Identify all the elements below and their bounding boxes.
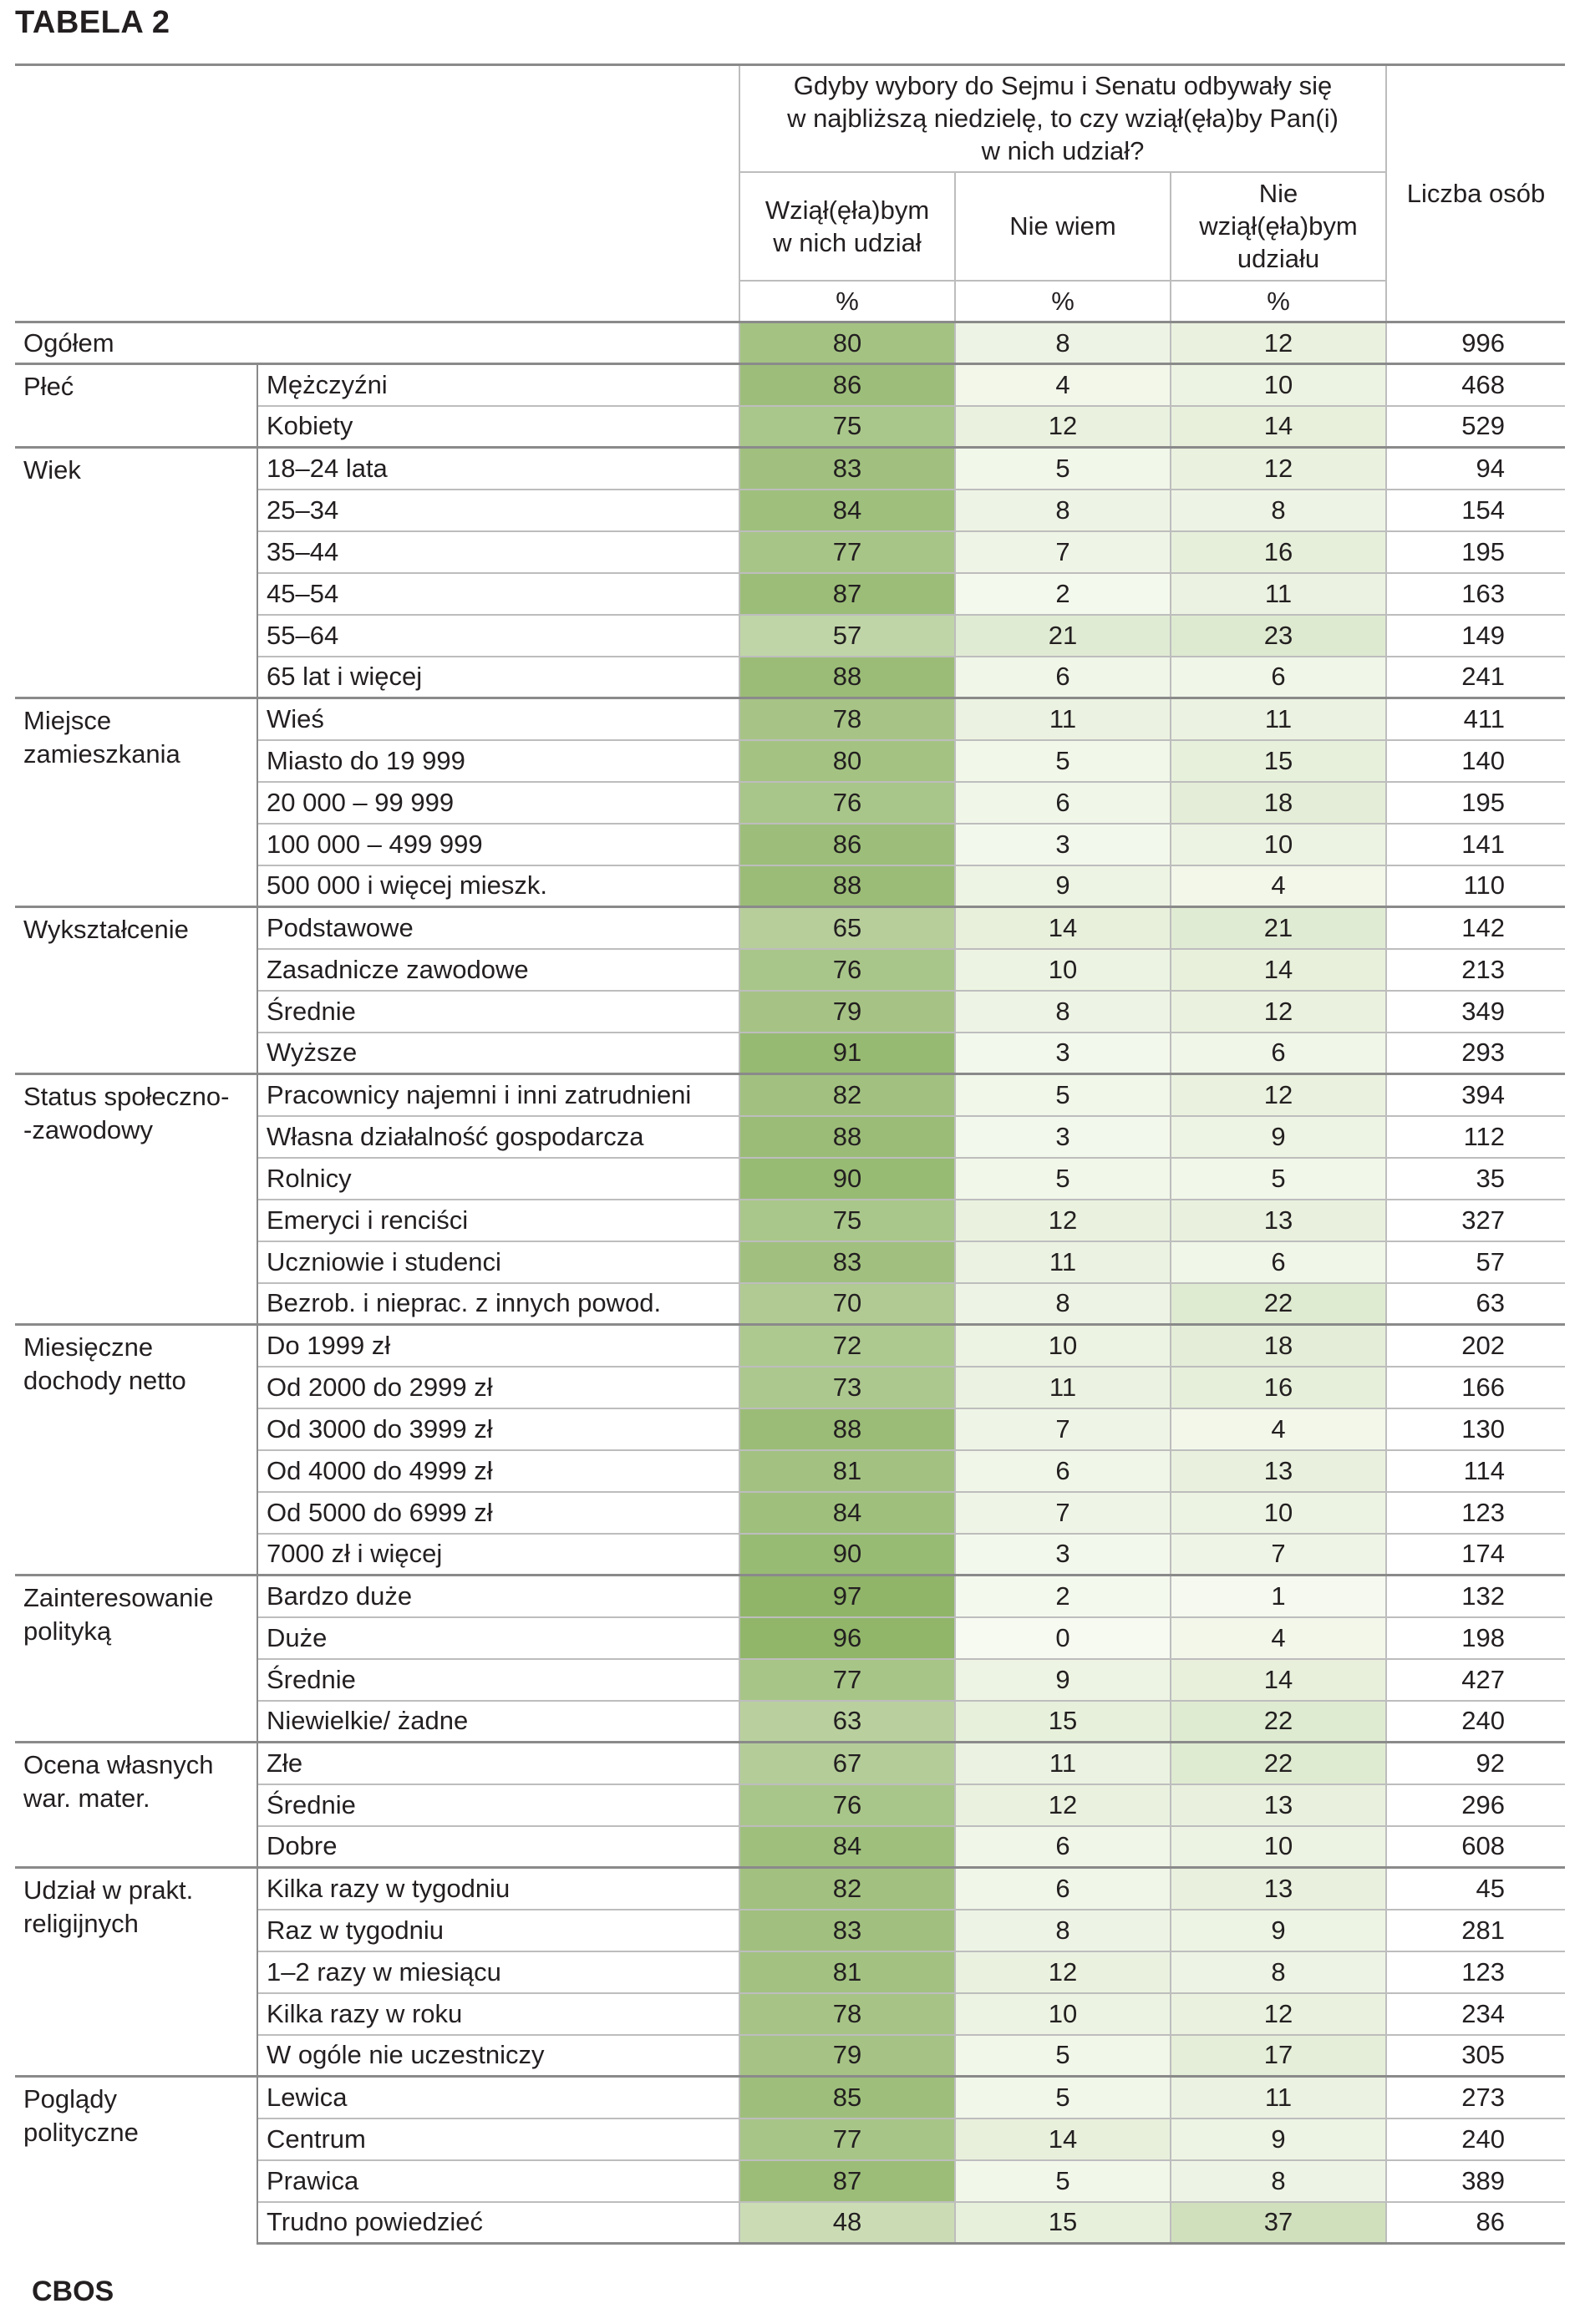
value-dont-know: 0 [955, 1617, 1171, 1659]
value-take-part: 79 [739, 2035, 955, 2077]
value-dont-know: 8 [955, 322, 1171, 364]
value-dont-know: 3 [955, 824, 1171, 865]
value-dont-know: 6 [955, 1826, 1171, 1868]
row-label: Miasto do 19 999 [257, 740, 739, 782]
row-label: Uczniowie i studenci [257, 1241, 739, 1283]
row-label: W ogóle nie uczestniczy [257, 2035, 739, 2077]
question-line: Gdyby wybory do Sejmu i Senatu odbywały się [793, 71, 1333, 101]
value-count: 195 [1386, 531, 1565, 573]
group-label-text: Miejsce [23, 706, 112, 735]
value-take-part: 82 [739, 1074, 955, 1116]
value-not-take-part: 12 [1171, 1074, 1386, 1116]
value-not-take-part: 1 [1171, 1576, 1386, 1617]
row-label: 7000 zł i więcej [257, 1534, 739, 1576]
value-dont-know: 3 [955, 1116, 1171, 1158]
value-dont-know: 5 [955, 2160, 1171, 2202]
value-take-part: 77 [739, 1659, 955, 1701]
row-label: Średnie [257, 991, 739, 1033]
value-count: 349 [1386, 991, 1565, 1033]
group-label-text: Zainteresowanie [23, 1583, 214, 1612]
value-not-take-part: 12 [1171, 322, 1386, 364]
value-not-take-part: 9 [1171, 2118, 1386, 2160]
group-label [15, 1743, 257, 1868]
value-take-part: 77 [739, 2118, 955, 2160]
group-label [15, 1325, 257, 1576]
value-count: 281 [1386, 1910, 1565, 1951]
unit-label: % [739, 281, 955, 322]
row-label: 500 000 i więcej mieszk. [257, 865, 739, 907]
row-label: Mężczyźni [257, 364, 739, 406]
value-count: 57 [1386, 1241, 1565, 1283]
value-take-part: 82 [739, 1868, 955, 1910]
value-count: 142 [1386, 907, 1565, 949]
group-label-text: polityczne [23, 2118, 139, 2147]
value-dont-know: 12 [955, 1951, 1171, 1993]
value-count: 608 [1386, 1826, 1565, 1868]
value-not-take-part: 14 [1171, 949, 1386, 991]
value-count: 240 [1386, 2118, 1565, 2160]
value-take-part: 83 [739, 1241, 955, 1283]
value-not-take-part: 17 [1171, 2035, 1386, 2077]
value-take-part: 90 [739, 1158, 955, 1200]
value-count: 389 [1386, 2160, 1565, 2202]
value-take-part: 73 [739, 1367, 955, 1408]
value-take-part: 88 [739, 1116, 955, 1158]
value-dont-know: 11 [955, 1241, 1171, 1283]
value-take-part: 76 [739, 949, 955, 991]
row-label: Trudno powiedzieć [257, 2202, 739, 2244]
value-not-take-part: 10 [1171, 1826, 1386, 1868]
table-row [15, 1325, 1565, 1367]
column-header-line: udziału [1237, 244, 1320, 273]
value-take-part: 88 [739, 1408, 955, 1450]
value-not-take-part: 7 [1171, 1534, 1386, 1576]
value-count: 94 [1386, 448, 1565, 490]
value-take-part: 48 [739, 2202, 955, 2244]
survey-table [15, 63, 1565, 2245]
value-not-take-part: 13 [1171, 1450, 1386, 1492]
row-label: Emeryci i renciści [257, 1200, 739, 1241]
row-label: Kobiety [257, 406, 739, 448]
value-count: 35 [1386, 1158, 1565, 1200]
value-count: 141 [1386, 824, 1565, 865]
value-dont-know: 5 [955, 448, 1171, 490]
value-dont-know: 8 [955, 490, 1171, 531]
row-label: 1–2 razy w miesiącu [257, 1951, 739, 1993]
group-label [15, 448, 257, 698]
value-take-part: 75 [739, 1200, 955, 1241]
value-not-take-part: 21 [1171, 907, 1386, 949]
group-label-text: -zawodowy [23, 1115, 154, 1144]
value-take-part: 78 [739, 698, 955, 740]
value-dont-know: 7 [955, 531, 1171, 573]
value-take-part: 88 [739, 865, 955, 907]
source-footer: CBOS [32, 2276, 114, 2307]
value-not-take-part: 5 [1171, 1158, 1386, 1200]
value-count: 305 [1386, 2035, 1565, 2077]
table-row [15, 448, 1565, 490]
value-dont-know: 2 [955, 1576, 1171, 1617]
row-label: Dobre [257, 1826, 739, 1868]
value-count: 123 [1386, 1951, 1565, 1993]
group-label [15, 907, 257, 1074]
value-dont-know: 2 [955, 573, 1171, 615]
group-label-text: Miesięczne [23, 1332, 154, 1362]
unit-label: % [955, 281, 1171, 322]
row-label: Kilka razy w tygodniu [257, 1868, 739, 1910]
value-not-take-part: 18 [1171, 782, 1386, 824]
value-not-take-part: 22 [1171, 1701, 1386, 1743]
header-blank [15, 65, 739, 322]
value-dont-know: 7 [955, 1492, 1171, 1534]
value-dont-know: 3 [955, 1534, 1171, 1576]
value-not-take-part: 12 [1171, 1993, 1386, 2035]
value-count: 240 [1386, 1701, 1565, 1743]
row-label: Złe [257, 1743, 739, 1784]
value-dont-know: 14 [955, 2118, 1171, 2160]
column-header-line: Wziął(ęła)bym [765, 195, 930, 225]
value-dont-know: 15 [955, 1701, 1171, 1743]
value-not-take-part: 6 [1171, 1241, 1386, 1283]
value-take-part: 90 [739, 1534, 955, 1576]
value-dont-know: 9 [955, 1659, 1171, 1701]
value-not-take-part: 9 [1171, 1116, 1386, 1158]
value-take-part: 83 [739, 448, 955, 490]
value-take-part: 91 [739, 1033, 955, 1074]
group-label [15, 698, 257, 907]
row-label: 35–44 [257, 531, 739, 573]
group-label-text: religijnych [23, 1909, 139, 1938]
value-take-part: 72 [739, 1325, 955, 1367]
value-count: 132 [1386, 1576, 1565, 1617]
value-not-take-part: 12 [1171, 448, 1386, 490]
value-count: 273 [1386, 2077, 1565, 2118]
value-count: 166 [1386, 1367, 1565, 1408]
value-not-take-part: 10 [1171, 1492, 1386, 1534]
value-dont-know: 5 [955, 1074, 1171, 1116]
value-dont-know: 12 [955, 1784, 1171, 1826]
value-take-part: 80 [739, 322, 955, 364]
group-label [15, 1074, 257, 1325]
value-dont-know: 14 [955, 907, 1171, 949]
value-count: 427 [1386, 1659, 1565, 1701]
value-dont-know: 8 [955, 1910, 1171, 1951]
row-label: Wieś [257, 698, 739, 740]
row-label: Od 5000 do 6999 zł [257, 1492, 739, 1534]
count-header-label: Liczba osób [1406, 179, 1546, 208]
value-dont-know: 5 [955, 2035, 1171, 2077]
value-count: 234 [1386, 1993, 1565, 2035]
value-dont-know: 6 [955, 1868, 1171, 1910]
value-take-part: 85 [739, 2077, 955, 2118]
column-header-0 [739, 172, 955, 281]
row-label: Wyższe [257, 1033, 739, 1074]
row-label: 20 000 – 99 999 [257, 782, 739, 824]
row-label: Kilka razy w roku [257, 1993, 739, 2035]
value-dont-know: 11 [955, 698, 1171, 740]
column-header-1 [955, 172, 1171, 281]
value-take-part: 84 [739, 1492, 955, 1534]
table-row [15, 1868, 1565, 1910]
value-take-part: 86 [739, 364, 955, 406]
value-count: 86 [1386, 2202, 1565, 2244]
row-label: Bardzo duże [257, 1576, 739, 1617]
value-not-take-part: 23 [1171, 615, 1386, 657]
value-dont-know: 3 [955, 1033, 1171, 1074]
group-label-text: polityką [23, 1616, 112, 1646]
value-dont-know: 21 [955, 615, 1171, 657]
value-count: 529 [1386, 406, 1565, 448]
value-count: 202 [1386, 1325, 1565, 1367]
group-label [15, 2077, 257, 2244]
row-label: Średnie [257, 1659, 739, 1701]
row-label: Podstawowe [257, 907, 739, 949]
row-label: 100 000 – 499 999 [257, 824, 739, 865]
value-take-part: 86 [739, 824, 955, 865]
value-not-take-part: 4 [1171, 1617, 1386, 1659]
value-dont-know: 5 [955, 2077, 1171, 2118]
table-row [15, 322, 1565, 364]
row-label: Centrum [257, 2118, 739, 2160]
value-not-take-part: 10 [1171, 364, 1386, 406]
column-header-line: w nich udział [773, 227, 922, 257]
row-label: Do 1999 zł [257, 1325, 739, 1367]
row-label: 25–34 [257, 490, 739, 531]
value-dont-know: 4 [955, 364, 1171, 406]
row-label: Pracownicy najemni i inni zatrudnieni [257, 1074, 739, 1116]
row-label: Od 3000 do 3999 zł [257, 1408, 739, 1450]
value-take-part: 76 [739, 1784, 955, 1826]
row-label: Zasadnicze zawodowe [257, 949, 739, 991]
value-count: 411 [1386, 698, 1565, 740]
row-label: Lewica [257, 2077, 739, 2118]
value-take-part: 77 [739, 531, 955, 573]
value-not-take-part: 15 [1171, 740, 1386, 782]
value-count: 114 [1386, 1450, 1565, 1492]
row-label: 18–24 lata [257, 448, 739, 490]
value-not-take-part: 8 [1171, 1951, 1386, 1993]
table-row [15, 1074, 1565, 1116]
value-take-part: 79 [739, 991, 955, 1033]
count-header [1386, 65, 1565, 322]
value-dont-know: 11 [955, 1743, 1171, 1784]
value-not-take-part: 9 [1171, 1910, 1386, 1951]
value-not-take-part: 18 [1171, 1325, 1386, 1367]
value-take-part: 80 [739, 740, 955, 782]
value-count: 996 [1386, 322, 1565, 364]
value-count: 63 [1386, 1283, 1565, 1325]
value-dont-know: 8 [955, 991, 1171, 1033]
value-take-part: 81 [739, 1450, 955, 1492]
value-take-part: 81 [739, 1951, 955, 1993]
value-dont-know: 12 [955, 406, 1171, 448]
value-take-part: 65 [739, 907, 955, 949]
value-not-take-part: 6 [1171, 1033, 1386, 1074]
row-label: Średnie [257, 1784, 739, 1826]
value-not-take-part: 16 [1171, 531, 1386, 573]
table-row [15, 698, 1565, 740]
value-take-part: 97 [739, 1576, 955, 1617]
value-dont-know: 11 [955, 1367, 1171, 1408]
row-label: Duże [257, 1617, 739, 1659]
group-label [15, 1868, 257, 2077]
question-header [739, 65, 1386, 172]
value-count: 195 [1386, 782, 1565, 824]
value-not-take-part: 11 [1171, 2077, 1386, 2118]
value-dont-know: 10 [955, 1325, 1171, 1367]
row-label: Od 4000 do 4999 zł [257, 1450, 739, 1492]
value-count: 163 [1386, 573, 1565, 615]
group-label-text: Wiek [23, 455, 81, 485]
group-label-text: Wykształcenie [23, 915, 189, 944]
value-dont-know: 5 [955, 1158, 1171, 1200]
value-not-take-part: 16 [1171, 1367, 1386, 1408]
table-row [15, 364, 1565, 406]
row-label: Niewielkie/ żadne [257, 1701, 739, 1743]
column-header-2 [1171, 172, 1386, 281]
value-not-take-part: 13 [1171, 1868, 1386, 1910]
column-header-line: wziął(ęła)bym [1199, 211, 1358, 241]
group-label-text: Udział w prakt. [23, 1875, 194, 1905]
value-not-take-part: 8 [1171, 490, 1386, 531]
group-label [15, 364, 257, 448]
value-not-take-part: 4 [1171, 865, 1386, 907]
table-row [15, 2077, 1565, 2118]
row-label: Od 2000 do 2999 zł [257, 1367, 739, 1408]
value-not-take-part: 14 [1171, 406, 1386, 448]
group-label [15, 1576, 257, 1743]
value-take-part: 83 [739, 1910, 955, 1951]
question-line: w najbliższą niedzielę, to czy wziął(ęła)by Pan(i) [787, 104, 1339, 134]
value-dont-know: 9 [955, 865, 1171, 907]
question-line: w nich udział? [981, 136, 1145, 166]
value-dont-know: 10 [955, 1993, 1171, 2035]
value-dont-know: 8 [955, 1283, 1171, 1325]
value-count: 198 [1386, 1617, 1565, 1659]
value-not-take-part: 6 [1171, 657, 1386, 698]
value-count: 110 [1386, 865, 1565, 907]
value-count: 149 [1386, 615, 1565, 657]
row-label: Prawica [257, 2160, 739, 2202]
value-not-take-part: 13 [1171, 1784, 1386, 1826]
value-count: 293 [1386, 1033, 1565, 1074]
value-take-part: 67 [739, 1743, 955, 1784]
value-dont-know: 5 [955, 740, 1171, 782]
value-count: 92 [1386, 1743, 1565, 1784]
value-take-part: 84 [739, 1826, 955, 1868]
value-not-take-part: 22 [1171, 1743, 1386, 1784]
value-not-take-part: 12 [1171, 991, 1386, 1033]
value-dont-know: 12 [955, 1200, 1171, 1241]
value-not-take-part: 22 [1171, 1283, 1386, 1325]
row-label: Rolnicy [257, 1158, 739, 1200]
value-not-take-part: 37 [1171, 2202, 1386, 2244]
value-count: 130 [1386, 1408, 1565, 1450]
value-dont-know: 15 [955, 2202, 1171, 2244]
column-header-line: Nie wiem [1009, 211, 1116, 241]
value-take-part: 87 [739, 2160, 955, 2202]
group-label-text: war. mater. [23, 1784, 150, 1813]
row-label: 45–54 [257, 573, 739, 615]
value-dont-know: 6 [955, 1450, 1171, 1492]
value-take-part: 75 [739, 406, 955, 448]
value-count: 241 [1386, 657, 1565, 698]
value-count: 112 [1386, 1116, 1565, 1158]
value-count: 468 [1386, 364, 1565, 406]
value-not-take-part: 13 [1171, 1200, 1386, 1241]
value-count: 123 [1386, 1492, 1565, 1534]
value-count: 45 [1386, 1868, 1565, 1910]
unit-label: % [1171, 281, 1386, 322]
value-not-take-part: 14 [1171, 1659, 1386, 1701]
value-count: 140 [1386, 740, 1565, 782]
value-not-take-part: 8 [1171, 2160, 1386, 2202]
value-count: 154 [1386, 490, 1565, 531]
value-count: 174 [1386, 1534, 1565, 1576]
value-take-part: 70 [739, 1283, 955, 1325]
group-label-text: Status społeczno- [23, 1082, 230, 1111]
value-dont-know: 10 [955, 949, 1171, 991]
table-row [15, 907, 1565, 949]
value-take-part: 78 [739, 1993, 955, 2035]
group-label-text: Poglądy [23, 2084, 118, 2113]
value-not-take-part: 11 [1171, 698, 1386, 740]
table-row [15, 1743, 1565, 1784]
value-take-part: 57 [739, 615, 955, 657]
row-label: Bezrob. i nieprac. z innych powod. [257, 1283, 739, 1325]
group-label-text: Ocena własnych [23, 1750, 214, 1779]
group-label-text: Ogółem [23, 327, 114, 358]
value-take-part: 84 [739, 490, 955, 531]
table-title: TABELA 2 [15, 5, 170, 40]
group-label-text: zamieszkania [23, 739, 180, 769]
group-label-text: dochody netto [23, 1366, 186, 1395]
group-label-text: Płeć [23, 372, 74, 401]
value-count: 394 [1386, 1074, 1565, 1116]
value-dont-know: 6 [955, 657, 1171, 698]
row-label: 55–64 [257, 615, 739, 657]
value-count: 213 [1386, 949, 1565, 991]
value-not-take-part: 11 [1171, 573, 1386, 615]
value-take-part: 88 [739, 657, 955, 698]
value-take-part: 96 [739, 1617, 955, 1659]
value-dont-know: 7 [955, 1408, 1171, 1450]
value-not-take-part: 10 [1171, 824, 1386, 865]
value-take-part: 87 [739, 573, 955, 615]
value-take-part: 76 [739, 782, 955, 824]
row-label: Własna działalność gospodarcza [257, 1116, 739, 1158]
value-count: 296 [1386, 1784, 1565, 1826]
value-not-take-part: 4 [1171, 1408, 1386, 1450]
group-label [15, 322, 739, 364]
row-label: 65 lat i więcej [257, 657, 739, 698]
value-count: 327 [1386, 1200, 1565, 1241]
value-dont-know: 6 [955, 782, 1171, 824]
table-row [15, 1576, 1565, 1617]
column-header-line: Nie [1258, 179, 1298, 208]
value-take-part: 63 [739, 1701, 955, 1743]
row-label: Raz w tygodniu [257, 1910, 739, 1951]
